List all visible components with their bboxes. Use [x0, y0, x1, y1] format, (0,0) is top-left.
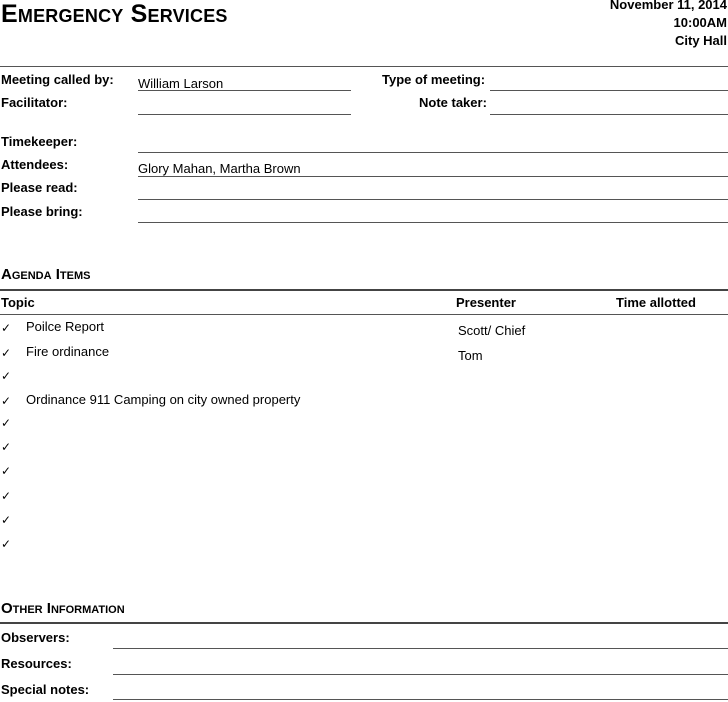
timekeeper-label: Timekeeper:	[1, 134, 78, 149]
checkmark-icon: ✓	[1, 464, 12, 478]
facilitator-field-line	[138, 114, 351, 115]
other-divider	[0, 622, 728, 624]
agenda-topic[interactable]: Poilce Report	[26, 319, 105, 334]
agenda-row	[0, 414, 728, 436]
page-title: Emergency Services	[1, 0, 228, 28]
timekeeper-field-line	[138, 152, 728, 153]
checkmark-icon: ✓	[1, 513, 12, 527]
resources-label: Resources:	[1, 656, 72, 671]
agenda-col-presenter: Presenter	[456, 295, 516, 310]
meeting-type-label: Type of meeting:	[382, 72, 486, 87]
checkmark-icon: ✓	[1, 537, 12, 551]
please-read-field-line	[138, 199, 728, 200]
agenda-row	[0, 511, 728, 533]
called-by-value[interactable]: William Larson	[138, 76, 224, 91]
checkmark-icon: ✓	[1, 489, 12, 503]
agenda-presenter[interactable]: Tom	[458, 348, 483, 363]
special-notes-field-line	[113, 699, 728, 700]
checkmark-icon: ✓	[1, 416, 12, 430]
called-by-label: Meeting called by:	[1, 72, 114, 87]
meeting-type-field-line	[490, 90, 728, 91]
agenda-row	[0, 535, 728, 557]
agenda-row	[0, 462, 728, 484]
checkmark-icon: ✓	[1, 321, 12, 335]
agenda-topic[interactable]: Fire ordinance	[26, 344, 110, 359]
agenda-row	[0, 367, 728, 389]
attendees-label: Attendees:	[1, 157, 69, 172]
note-taker-field-line	[490, 114, 728, 115]
agenda-presenter[interactable]: Scott/ Chief	[458, 323, 526, 338]
agenda-col-time: Time allotted	[616, 295, 696, 310]
other-section-title: Other Information	[1, 600, 125, 617]
agenda-row	[0, 344, 728, 366]
meeting-location: City Hall	[674, 33, 727, 48]
facilitator-label: Facilitator:	[1, 95, 68, 110]
agenda-row	[0, 392, 728, 414]
special-notes-label: Special notes:	[1, 682, 90, 697]
agenda-col-topic: Topic	[1, 295, 35, 310]
agenda-topic[interactable]: Ordinance 911 Camping on city owned property	[26, 392, 301, 407]
observers-label: Observers:	[1, 630, 70, 645]
observers-field-line	[113, 648, 728, 649]
please-bring-label: Please bring:	[1, 204, 83, 219]
header-divider	[0, 66, 728, 67]
please-bring-field-line	[138, 222, 728, 223]
agenda-divider	[0, 289, 728, 291]
agenda-row	[0, 438, 728, 460]
attendees-value[interactable]: Glory Mahan, Martha Brown	[138, 161, 301, 176]
checkmark-icon: ✓	[1, 394, 12, 408]
agenda-row	[0, 487, 728, 509]
checkmark-icon: ✓	[1, 369, 12, 383]
agenda-header-divider	[0, 314, 728, 315]
note-taker-label: Note taker:	[419, 95, 487, 110]
checkmark-icon: ✓	[1, 440, 12, 454]
checkmark-icon: ✓	[1, 346, 12, 360]
please-read-label: Please read:	[1, 180, 78, 195]
called-by-field-line	[138, 90, 351, 91]
meeting-date: November 11, 2014	[609, 0, 727, 12]
resources-field-line	[113, 674, 728, 675]
agenda-row	[0, 319, 728, 341]
agenda-section-title: Agenda Items	[1, 266, 91, 283]
meeting-time: 10:00AM	[673, 15, 727, 30]
attendees-field-line	[138, 176, 728, 177]
